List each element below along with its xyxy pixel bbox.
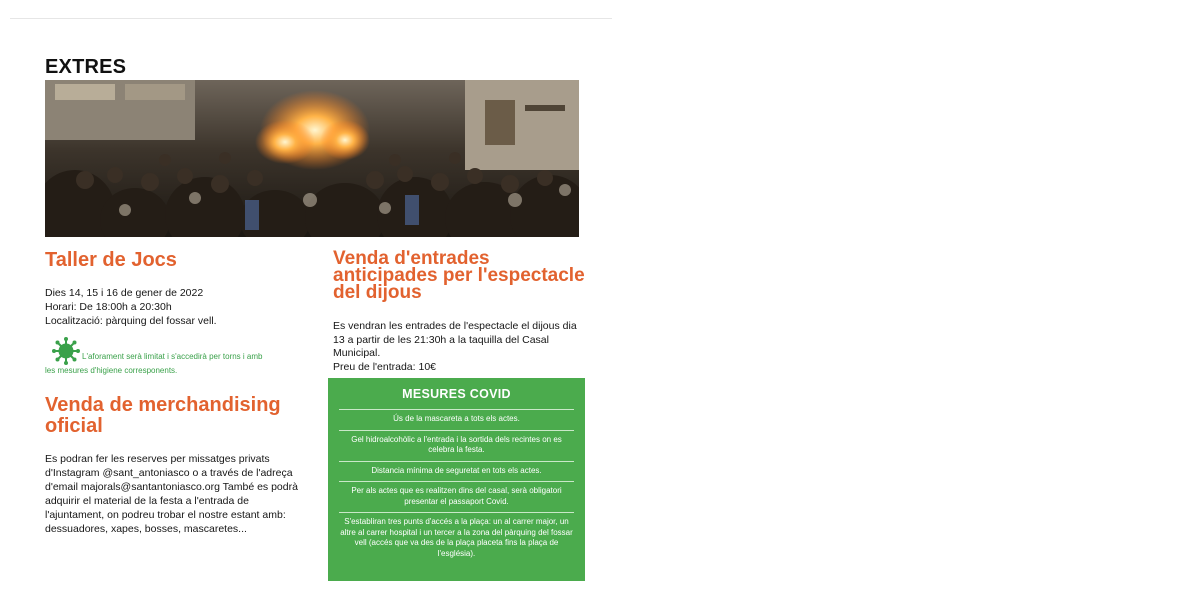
covid-measure-item: Gel hidroalcohòlic a l'entrada i la sortida dels recintes on es celebra la festa. (339, 430, 574, 461)
covid-measure-item: Per als actes que es realitzen dins del casal, serà obligatori presentar el passaport Covid. (339, 481, 574, 512)
tickets-body: Es vendran les entrades de l'espectacle el dijous dia 13 a partir de les 21:30h a la taquilla del Casal Municipal. (333, 320, 577, 360)
merch-title: Venda de merchandising oficial (45, 394, 281, 437)
capacity-notice (45, 350, 315, 378)
festival-bonfire-photo (45, 80, 579, 237)
poster-page (32, 40, 592, 588)
taller-title: Taller de Jocs (45, 249, 177, 271)
covid-title: MESURES COVID (402, 387, 511, 401)
top-divider (10, 18, 612, 19)
section-title: EXTRES (45, 56, 127, 78)
capacity-notice-line2: les mesures d'higiene corresponents. (45, 366, 178, 375)
tickets-details (333, 320, 588, 374)
covid-measure-item: S'establiran tres punts d'accés a la plaça: un al carrer major, un altre al carrer hospital i un tercer a la zona del pàrquing del fossar vell (accés que va des de la plaça placeta fins la plaça de l'església). (339, 512, 574, 564)
taller-details (45, 286, 300, 328)
covid-measures-box (328, 378, 585, 581)
ticket-price: Preu de l'entrada: 10€ (333, 360, 436, 373)
taller-schedule: Horari: De 18:00h a 20:30h (45, 301, 172, 313)
covid-measure-item: Ús de la mascareta a tots els actes. (339, 409, 574, 430)
taller-dates: Dies 14, 15 i 16 de gener de 2022 (45, 287, 204, 299)
merch-body: Es podran fer les reserves per missatges privats d'Instagram @sant_antoniasco o a través de l'adreça d'email majorals@santantoniasco.org També es podrà adquirir el material de la festa a l'entrada de l'ajuntament, on podreu trobar el nostre estant amb: dessuadores, xapes, bosses, mascaretes... (45, 453, 298, 535)
covid-measure-item: Distancia mínima de seguretat en tots els actes. (339, 461, 574, 482)
tickets-title: Venda d'entrades anticipades per l'espectacle del dijous (333, 248, 585, 303)
taller-location: Localització: pàrquing del fossar vell. (45, 315, 217, 327)
capacity-notice-line1: L'aforament serà limitat i s'accedirà per torns i amb (82, 352, 263, 361)
